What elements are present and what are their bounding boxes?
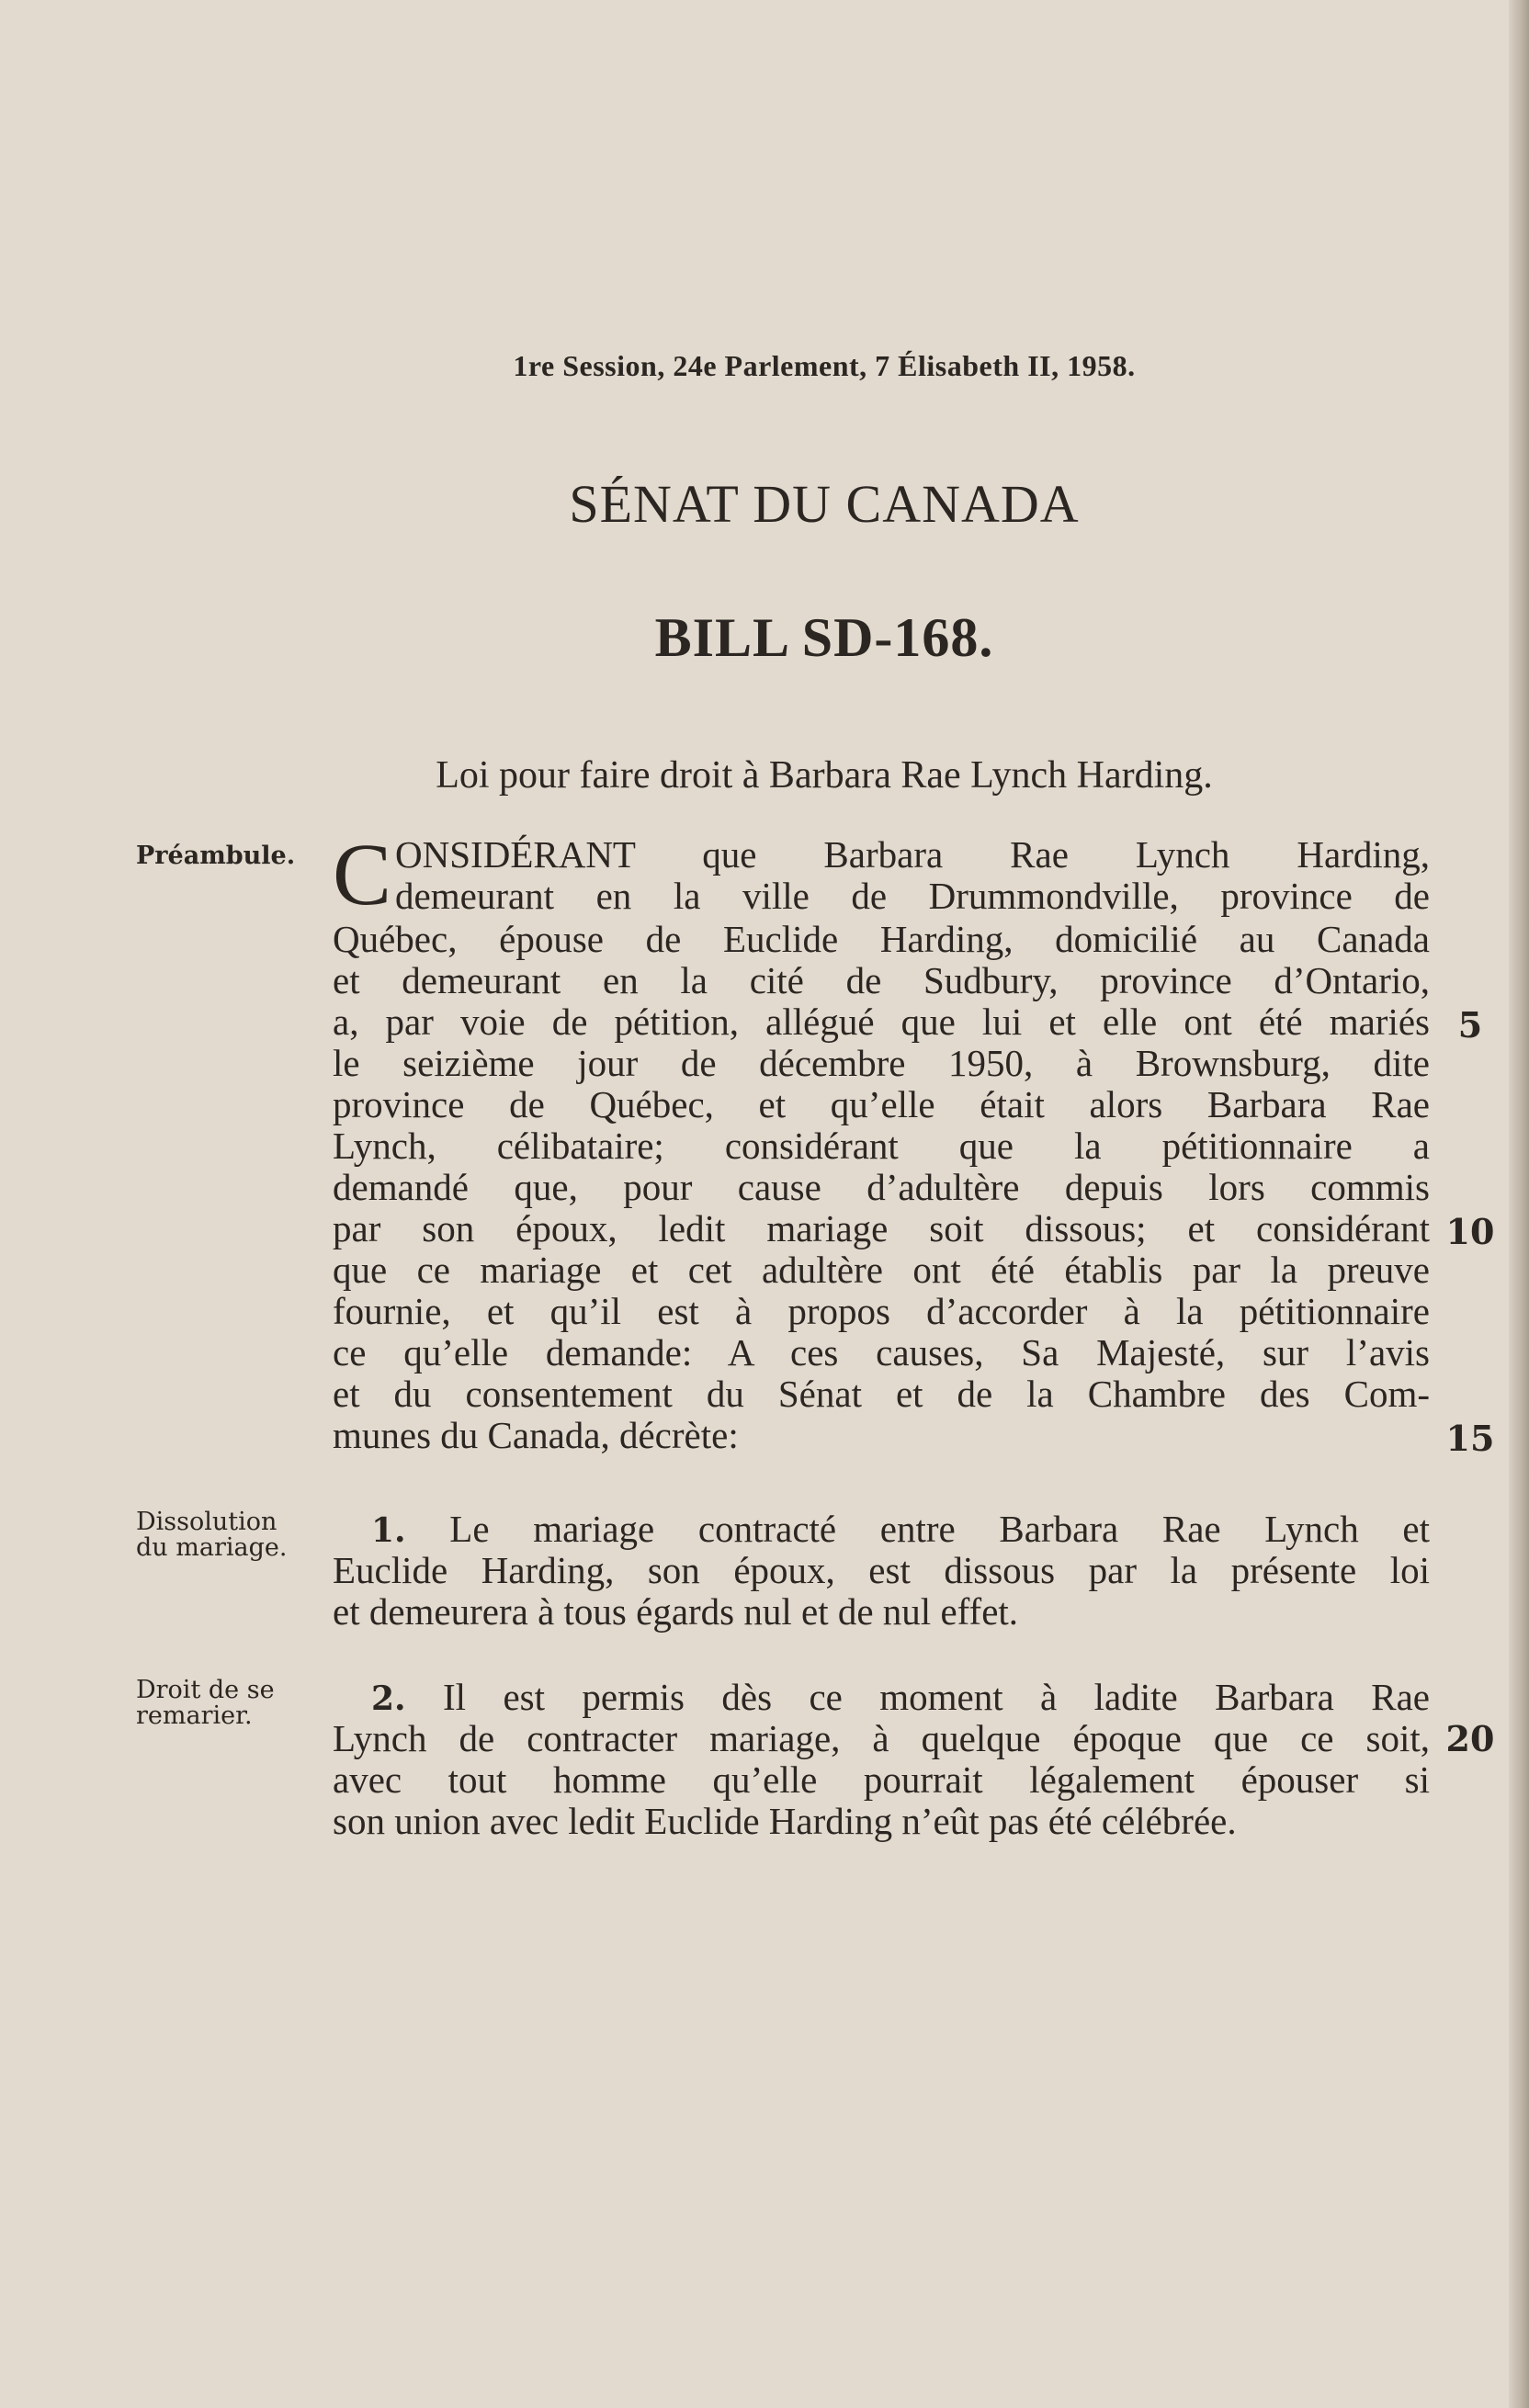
preamble-line: fournie, et qu’il est à propos d’accorder à la pétitionnaire	[333, 1290, 1430, 1332]
section2-line-text: Il est permis dès ce moment à ladite Barbara Rae	[443, 1676, 1430, 1718]
section1-line	[333, 1509, 1430, 1550]
section2-margin-note-line2: remarier.	[136, 1701, 253, 1730]
section2-margin-note	[136, 1678, 301, 1729]
preamble-line: et demeurant en la cité de Sudbury, province d’Ontario,	[333, 959, 1430, 1001]
session-line: 1re Session, 24e Parlement, 7 Élisabeth II, 1958.	[513, 349, 1136, 382]
section1-margin-note	[136, 1509, 301, 1561]
preamble-text	[333, 834, 1430, 1456]
section2-line	[333, 1677, 1430, 1718]
preamble-line: et du consentement du Sénat et de la Chambre des Com-	[333, 1373, 1430, 1415]
section1-text	[333, 1509, 1430, 1633]
preamble-line: demeurant en la ville de Drummondville, province de	[395, 875, 1430, 917]
preamble-line: que ce mariage et cet adultère ont été établis par la preuve	[333, 1249, 1430, 1291]
line-number-10: 10	[1445, 1211, 1495, 1252]
section2-line: son union avec ledit Euclide Harding n’eût pas été célébrée.	[333, 1800, 1237, 1842]
preamble-opening	[333, 834, 1430, 919]
preamble-margin-note: Préambule.	[136, 842, 296, 870]
line-number-5: 5	[1457, 1004, 1483, 1046]
preamble-line: demandé que, pour cause d’adultère depuis lors commis	[333, 1166, 1430, 1208]
preamble-line: ce qu’elle demande: A ces causes, Sa Majesté, sur l’avis	[333, 1331, 1430, 1374]
preamble-line: a, par voie de pétition, allégué que lui et elle ont été mariés	[333, 1001, 1430, 1043]
section1-margin-note-line1: Dissolution	[136, 1508, 277, 1536]
section1-number: 1.	[371, 1511, 406, 1550]
preamble-line: Lynch, célibataire; considérant que la pétitionnaire a	[333, 1125, 1430, 1167]
preamble-line: Québec, épouse de Euclide Harding, domicilié au Canada	[333, 918, 1430, 960]
section2-text	[333, 1677, 1430, 1842]
section2-line: Lynch de contracter mariage, à quelque époque que ce soit,	[333, 1717, 1430, 1759]
preamble-line: par son époux, ledit mariage soit dissous; et considérant	[333, 1207, 1430, 1249]
drop-cap: C	[333, 834, 392, 919]
bill-title: BILL SD-168.	[654, 607, 994, 668]
senate-title: SÉNAT DU CANADA	[569, 474, 1080, 534]
preamble-line: munes du Canada, décrète:	[333, 1414, 739, 1456]
section2-number: 2.	[371, 1679, 406, 1718]
section2-line: avec tout homme qu’elle pourrait légalement épouser si	[333, 1758, 1430, 1801]
line-number-20: 20	[1445, 1718, 1495, 1759]
bill-subtitle: Loi pour faire droit à Barbara Rae Lynch Harding.	[436, 754, 1213, 797]
section1-margin-note-line2: du mariage.	[136, 1533, 288, 1562]
preamble-line: le seizième jour de décembre 1950, à Brownsburg, dite	[333, 1042, 1430, 1084]
preamble-line: ONSIDÉRANT que Barbara Rae Lynch Harding,	[395, 834, 1430, 876]
section1-line-text: Le mariage contracté entre Barbara Rae Lynch et	[449, 1508, 1431, 1550]
section2-margin-note-line1: Droit de se	[136, 1676, 275, 1704]
line-number-15: 15	[1445, 1418, 1495, 1459]
preamble-line: province de Québec, et qu’elle était alors Barbara Rae	[333, 1083, 1430, 1125]
section1-line: et demeurera à tous égards nul et de nul effet.	[333, 1590, 1019, 1633]
section1-line: Euclide Harding, son époux, est dissous par la présente loi	[333, 1549, 1430, 1591]
